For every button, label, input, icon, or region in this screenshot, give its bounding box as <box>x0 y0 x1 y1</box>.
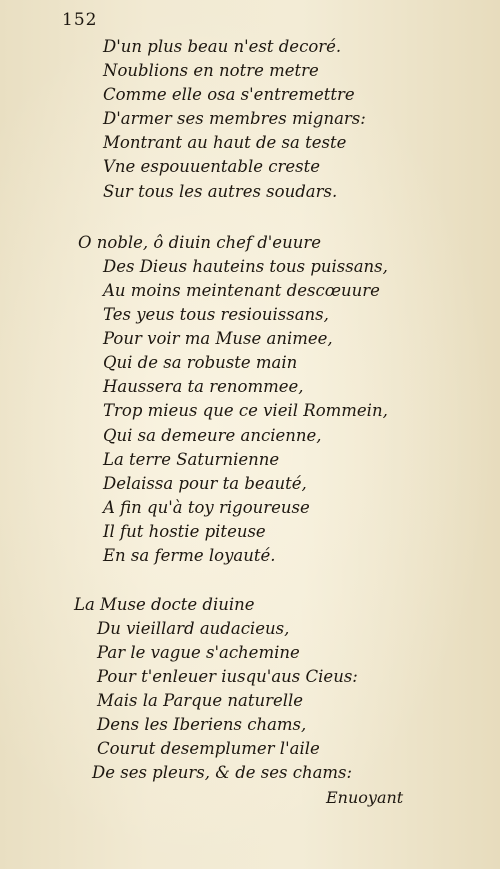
verse-line: Montrant au haut de sa teste <box>103 133 347 152</box>
verse-line: Vne espouuentable creste <box>103 157 320 176</box>
verse-line: Il fut hostie piteuse <box>103 522 266 541</box>
verse-line: Tes yeus tous resiouissans, <box>103 305 329 324</box>
verse-line: Du vieillard audacieus, <box>97 619 290 638</box>
verse-line: Noublions en notre metre <box>103 61 319 80</box>
verse-line: Mais la Parque naturelle <box>97 691 304 710</box>
verse-line: O noble, ô diuin chef d'euure <box>78 233 321 252</box>
catchword: Enuoyant <box>326 788 404 807</box>
verse-line: De ses pleurs, & de ses chams: <box>92 763 353 782</box>
verse-line: La Muse docte diuine <box>74 595 255 614</box>
verse-line: Delaissa pour ta beauté, <box>103 474 307 493</box>
verse-line: Des Dieus hauteins tous puissans, <box>103 257 388 276</box>
page-number: 152 <box>62 10 98 30</box>
verse-line: A fin qu'à toy rigoureuse <box>103 498 310 517</box>
verse-line: La terre Saturnienne <box>103 450 280 469</box>
verse-line: Pour t'enleuer iusqu'aus Cieus: <box>97 667 358 686</box>
verse-line: Haussera ta renommee, <box>103 377 304 396</box>
verse-line: Pour voir ma Muse animee, <box>103 329 333 348</box>
verse-line: Par le vague s'achemine <box>97 643 300 662</box>
verse-line: D'armer ses membres mignars: <box>103 109 366 128</box>
verse-line: Dens les Iberiens chams, <box>97 715 307 734</box>
verse-line: Comme elle osa s'entremettre <box>103 85 355 104</box>
verse-line: Qui de sa robuste main <box>103 353 298 372</box>
verse-line: En sa ferme loyauté. <box>103 546 276 565</box>
verse-line: Sur tous les autres soudars. <box>103 182 338 201</box>
verse-line: D'un plus beau n'est decoré. <box>103 37 342 56</box>
verse-line: Trop mieus que ce vieil Rommein, <box>103 401 388 420</box>
verse-line: Au moins meintenant descœuure <box>103 281 380 300</box>
verse-line: Courut desemplumer l'aile <box>97 739 320 758</box>
verse-line: Qui sa demeure ancienne, <box>103 426 322 445</box>
